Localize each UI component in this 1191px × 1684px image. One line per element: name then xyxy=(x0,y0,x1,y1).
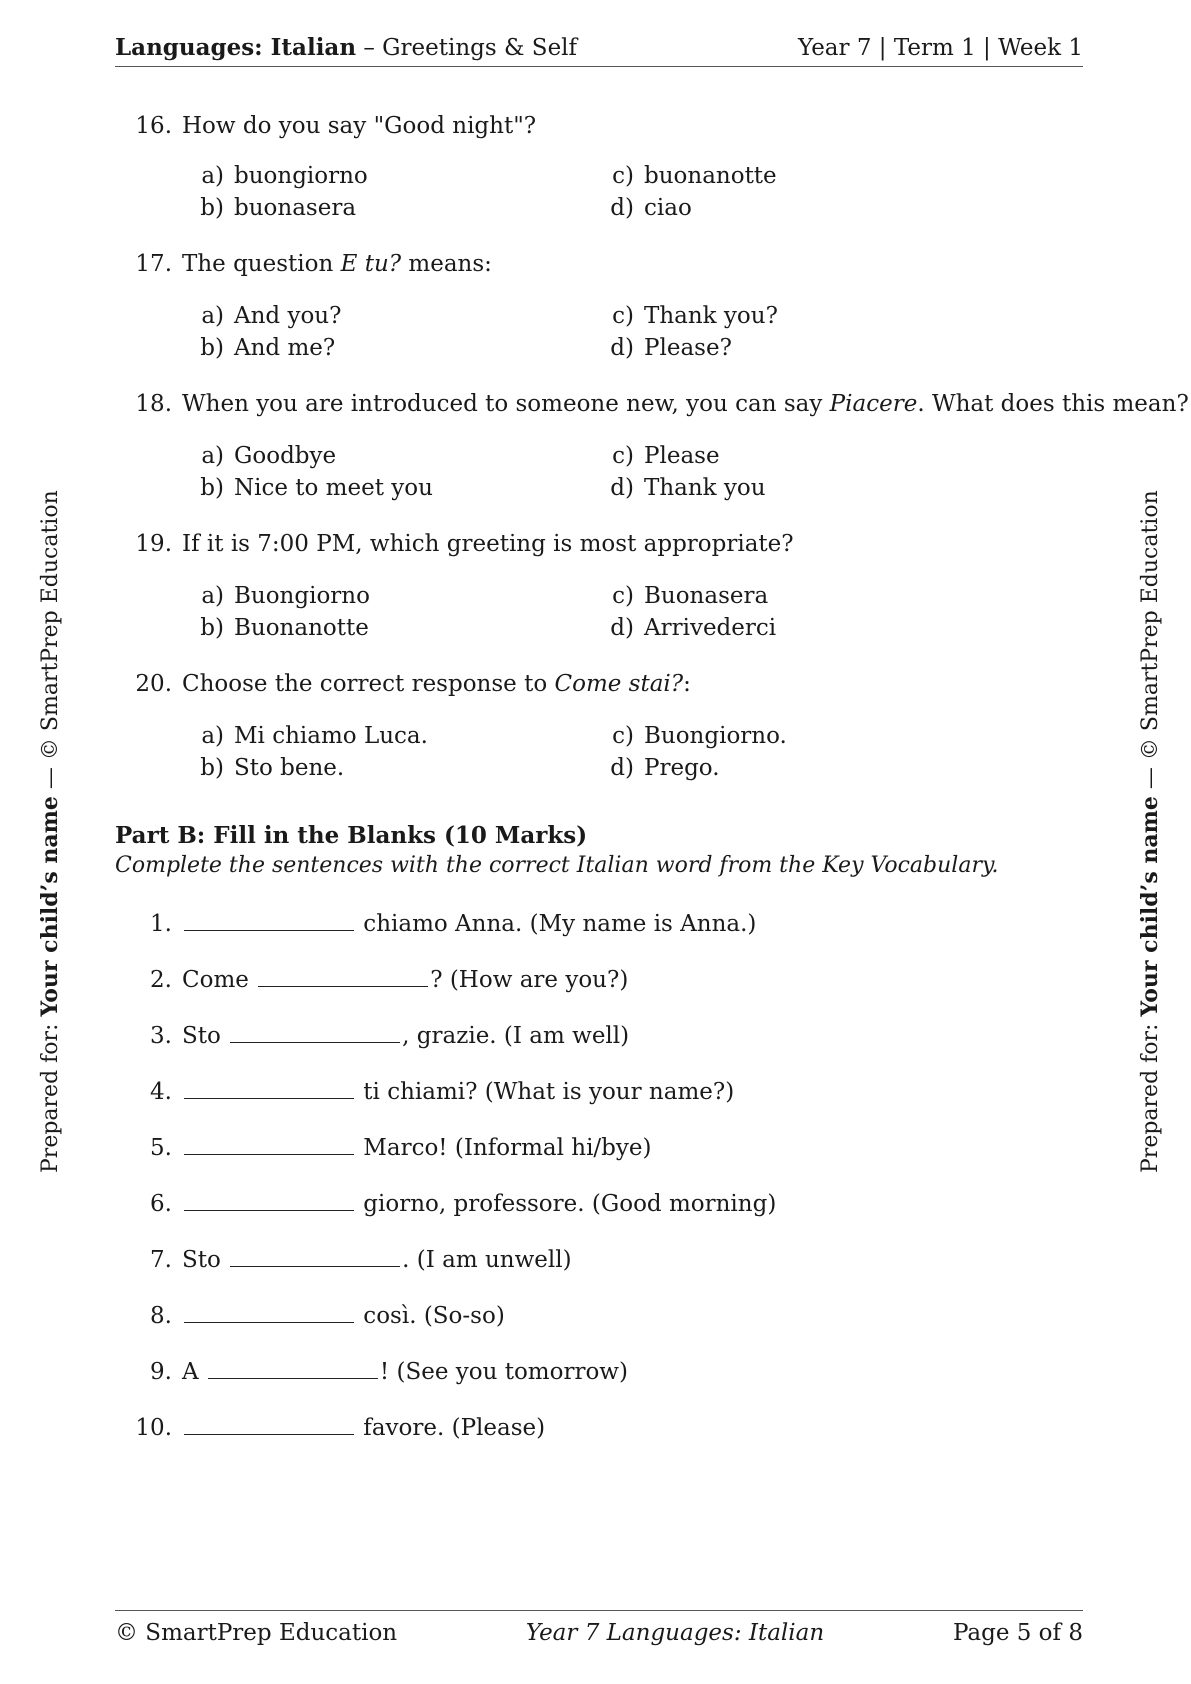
question-18: 18. When you are introduced to someone new, you can say Piacere. What does this mean? xyxy=(135,391,1189,417)
fill-item-6: 6. giorno, professore. (Good morning) xyxy=(150,1191,777,1217)
part-b-title: Part B: Fill in the Blanks (10 Marks) xyxy=(115,822,588,849)
question-18-options xyxy=(188,440,1008,504)
answer-blank[interactable] xyxy=(230,1022,400,1043)
header-term: Year 7 | Term 1 | Week 1 xyxy=(798,35,1083,61)
part-b-instructions: Complete the sentences with the correct Italian word from the Key Vocabulary. xyxy=(115,853,999,878)
option-a[interactable]: a) Buongiorno xyxy=(201,583,370,609)
question-17-options xyxy=(188,300,1008,364)
option-c[interactable]: c) buonanotte xyxy=(612,163,777,189)
question-16: 16. How do you say "Good night"? xyxy=(135,113,537,139)
question-20: 20. Choose the correct response to Come stai?: xyxy=(135,671,691,697)
fill-item-9: 9. A ! (See you tomorrow) xyxy=(150,1359,628,1385)
fill-item-5: 5. Marco! (Informal hi/bye) xyxy=(150,1135,652,1161)
option-d[interactable]: d) ciao xyxy=(610,195,692,221)
fill-item-7: 7. Sto . (I am unwell) xyxy=(150,1247,572,1273)
answer-blank[interactable] xyxy=(184,1190,354,1211)
fill-item-8: 8. così. (So-so) xyxy=(150,1303,505,1329)
option-a[interactable]: a) And you? xyxy=(201,303,342,329)
side-margin-left: Prepared for: Your child’s name — © SmartPrep Education xyxy=(37,490,63,1173)
option-b[interactable]: b) Sto bene. xyxy=(200,755,345,781)
option-d[interactable]: d) Arrivederci xyxy=(610,615,777,641)
question-16-options xyxy=(188,160,1008,224)
option-a[interactable]: a) Goodbye xyxy=(201,443,337,469)
answer-blank[interactable] xyxy=(184,910,354,931)
option-b[interactable]: b) And me? xyxy=(200,335,336,361)
question-17: 17. The question E tu? means: xyxy=(135,251,492,277)
header-subject: Languages: Italian – Greetings & Self xyxy=(115,34,578,61)
question-20-options xyxy=(188,720,1008,784)
fill-item-3: 3. Sto , grazie. (I am well) xyxy=(150,1023,630,1049)
answer-blank[interactable] xyxy=(258,966,428,987)
fill-item-1: 1. chiamo Anna. (My name is Anna.) xyxy=(150,911,757,937)
option-c[interactable]: c) Buongiorno. xyxy=(612,723,787,749)
answer-blank[interactable] xyxy=(184,1302,354,1323)
option-d[interactable]: d) Please? xyxy=(610,335,732,361)
fill-item-4: 4. ti chiami? (What is your name?) xyxy=(150,1079,735,1105)
footer-course: Year 7 Languages: Italian xyxy=(525,1620,825,1646)
option-c[interactable]: c) Please xyxy=(612,443,720,469)
page-header xyxy=(115,30,1083,67)
answer-blank[interactable] xyxy=(184,1414,354,1435)
footer-copyright: © SmartPrep Education xyxy=(115,1620,398,1646)
answer-blank[interactable] xyxy=(230,1246,400,1267)
side-margin-right: Prepared for: Your child’s name — © SmartPrep Education xyxy=(1137,490,1163,1173)
option-b[interactable]: b) Nice to meet you xyxy=(200,475,433,501)
option-c[interactable]: c) Buonasera xyxy=(612,583,769,609)
answer-blank[interactable] xyxy=(184,1134,354,1155)
option-d[interactable]: d) Prego. xyxy=(610,755,720,781)
page-footer xyxy=(115,1610,1083,1649)
option-d[interactable]: d) Thank you xyxy=(610,475,766,501)
fill-item-10: 10. favore. (Please) xyxy=(135,1415,546,1441)
answer-blank[interactable] xyxy=(208,1358,378,1379)
answer-blank[interactable] xyxy=(184,1078,354,1099)
option-c[interactable]: c) Thank you? xyxy=(612,303,778,329)
question-19: 19. If it is 7:00 PM, which greeting is most appropriate? xyxy=(135,531,794,557)
footer-page-number: Page 5 of 8 xyxy=(952,1620,1083,1646)
option-a[interactable]: a) Mi chiamo Luca. xyxy=(201,723,428,749)
option-a[interactable]: a) buongiorno xyxy=(201,163,368,189)
option-b[interactable]: b) Buonanotte xyxy=(200,615,369,641)
fill-item-2: 2. Come ? (How are you?) xyxy=(150,967,629,993)
question-19-options xyxy=(188,580,1008,644)
option-b[interactable]: b) buonasera xyxy=(200,195,357,221)
